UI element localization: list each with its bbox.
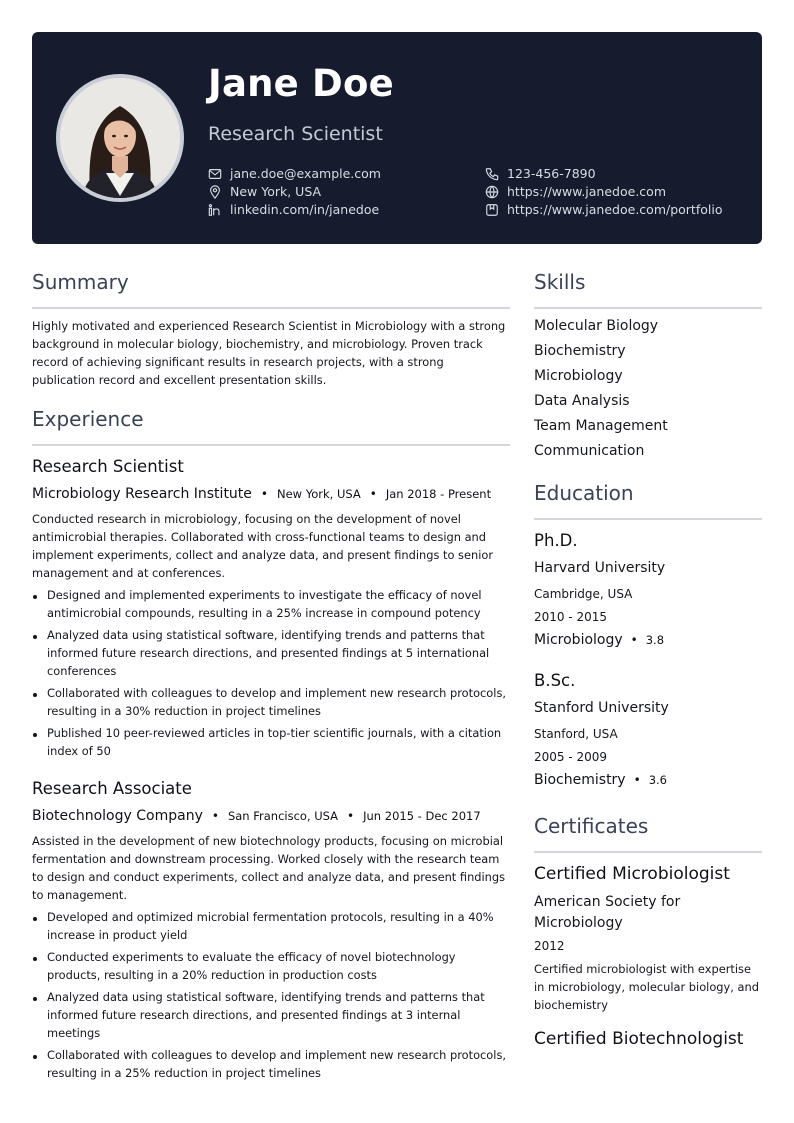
website-text: https://www.janedoe.com — [507, 184, 666, 199]
email-text: jane.doe@example.com — [230, 166, 381, 181]
summary-divider — [32, 307, 510, 309]
contact-linkedin[interactable] — [208, 202, 379, 217]
achievement-item: Analyzed data using statistical software, identifying trends and patterns that informed future research directions, and presented findings at 3 internal meetings — [32, 988, 512, 1042]
education-dates: 2005 - 2009 — [534, 750, 608, 764]
job-dates: Jun 2015 - Dec 2017 — [363, 809, 481, 823]
certificates-divider — [534, 851, 762, 853]
achievement-item: Collaborated with colleagues to develop and implement new research protocols, resulting in a 30% reduction in project timelines — [32, 684, 512, 720]
achievement-item: Published 10 peer-reviewed articles in top-tier scientific journals, with a citation index of 50 — [32, 724, 512, 760]
contact-email[interactable] — [208, 166, 381, 181]
job-company: Biotechnology Company — [32, 808, 203, 824]
portfolio-icon — [485, 203, 499, 217]
job-title: Research Scientist — [32, 457, 184, 476]
mail-icon — [208, 167, 222, 181]
profile-photo — [60, 78, 180, 198]
contact-website[interactable] — [485, 184, 666, 199]
education-degree: B.Sc. — [534, 671, 576, 690]
job-title: Research Associate — [32, 779, 192, 798]
certificates-heading: Certificates — [534, 814, 649, 838]
achievement-item: Collaborated with colleagues to develop and implement new research protocols, resulting in a 25% reduction in project timelines — [32, 1046, 512, 1082]
experience-heading: Experience — [32, 407, 144, 431]
phone-icon — [485, 167, 499, 181]
job-company: Microbiology Research Institute — [32, 486, 252, 502]
achievement-item: Analyzed data using statistical software, identifying trends and patterns that informed future research directions, and presented findings at 5 international conferences — [32, 626, 512, 680]
job-description: Conducted research in microbiology, focusing on the development of novel antimicrobial therapies. Collaborated with cross-functional teams to design and implement experiments, collect and analyze data, and present findings to senior management and at conferences. — [32, 512, 494, 580]
skill-item: Team Management — [534, 418, 668, 434]
job-location: San Francisco, USA — [227, 809, 339, 823]
certificate-name: Certified Biotechnologist — [534, 1029, 744, 1049]
certificate-year: 2012 — [534, 939, 565, 953]
linkedin-text: linkedin.com/in/janedoe — [230, 202, 380, 217]
achievement-item: Conducted experiments to evaluate the efficacy of novel biotechnology products, resulting in a 20% reduction in production costs — [32, 948, 512, 984]
certificate-name: Certified Microbiologist — [534, 864, 730, 884]
avatar — [56, 74, 184, 202]
skill-item: Data Analysis — [534, 393, 630, 409]
contact-location — [208, 184, 321, 199]
education-field-row — [534, 632, 664, 648]
job-meta — [32, 486, 491, 502]
certificate-description: Certified microbiologist with expertise in microbiology, molecular biology, and biochemistry — [534, 962, 759, 1012]
education-location: Cambridge, USA — [534, 587, 633, 601]
skills-divider — [534, 307, 762, 309]
skill-item: Microbiology — [534, 368, 623, 384]
education-divider — [534, 518, 762, 520]
job-meta — [32, 808, 481, 824]
education-gpa: 3.8 — [645, 633, 665, 647]
separator-dot: • — [260, 487, 268, 501]
skill-item: Biochemistry — [534, 343, 626, 359]
job-location: New York, USA — [276, 487, 361, 501]
education-location: Stanford, USA — [534, 727, 618, 741]
separator-dot: • — [369, 487, 377, 501]
job-achievements — [32, 586, 512, 764]
achievement-item: Developed and optimized microbial fermentation protocols, resulting in a 40% increase in product yield — [32, 908, 512, 944]
summary-heading: Summary — [32, 270, 129, 294]
candidate-name: Jane Doe — [208, 62, 394, 105]
achievement-item: Designed and implemented experiments to investigate the efficacy of novel antimicrobial compounds, resulting in a 25% increase in compound potency — [32, 586, 512, 622]
separator-dot: • — [347, 809, 355, 823]
portfolio-text: https://www.janedoe.com/portfolio — [507, 202, 723, 217]
skills-heading: Skills — [534, 270, 586, 294]
certificate-issuer: American Society for Microbiology — [534, 894, 681, 931]
phone-text: 123-456-7890 — [507, 166, 596, 181]
separator-dot: • — [633, 773, 641, 787]
contact-phone[interactable] — [485, 166, 596, 181]
job-achievements — [32, 908, 512, 1086]
job-description: Assisted in the development of new biotechnology products, focusing on microbial fermentation and downstream processing. Worked closely with the research team to design and conduct experiments, collect and analyze data, and present findings to management. — [32, 834, 506, 902]
resume-header — [32, 32, 762, 244]
skill-item: Communication — [534, 443, 645, 459]
education-degree: Ph.D. — [534, 531, 578, 550]
education-gpa: 3.6 — [648, 773, 667, 787]
separator-dot: • — [630, 633, 638, 647]
education-field: Microbiology — [534, 632, 623, 648]
education-heading: Education — [534, 481, 634, 505]
education-field: Biochemistry — [534, 772, 626, 788]
candidate-title: Research Scientist — [208, 123, 383, 145]
education-dates: 2010 - 2015 — [534, 610, 608, 624]
map-pin-icon — [208, 185, 222, 199]
separator-dot: • — [211, 809, 219, 823]
linkedin-icon — [208, 203, 222, 217]
education-school: Harvard University — [534, 560, 666, 576]
experience-divider — [32, 444, 510, 446]
globe-icon — [485, 185, 499, 199]
contact-portfolio[interactable] — [485, 202, 722, 217]
education-school: Stanford University — [534, 700, 669, 716]
education-field-row — [534, 772, 667, 788]
skill-item: Molecular Biology — [534, 318, 659, 334]
summary-text: Highly motivated and experienced Research Scientist in Microbiology with a strong background in molecular biology, biochemistry, and microbiology. Proven track record of achieving significant results in research projects, with a strong publication record and excellent presentation skills. — [32, 319, 506, 387]
job-dates: Jan 2018 - Present — [385, 487, 492, 501]
location-text: New York, USA — [230, 184, 322, 199]
